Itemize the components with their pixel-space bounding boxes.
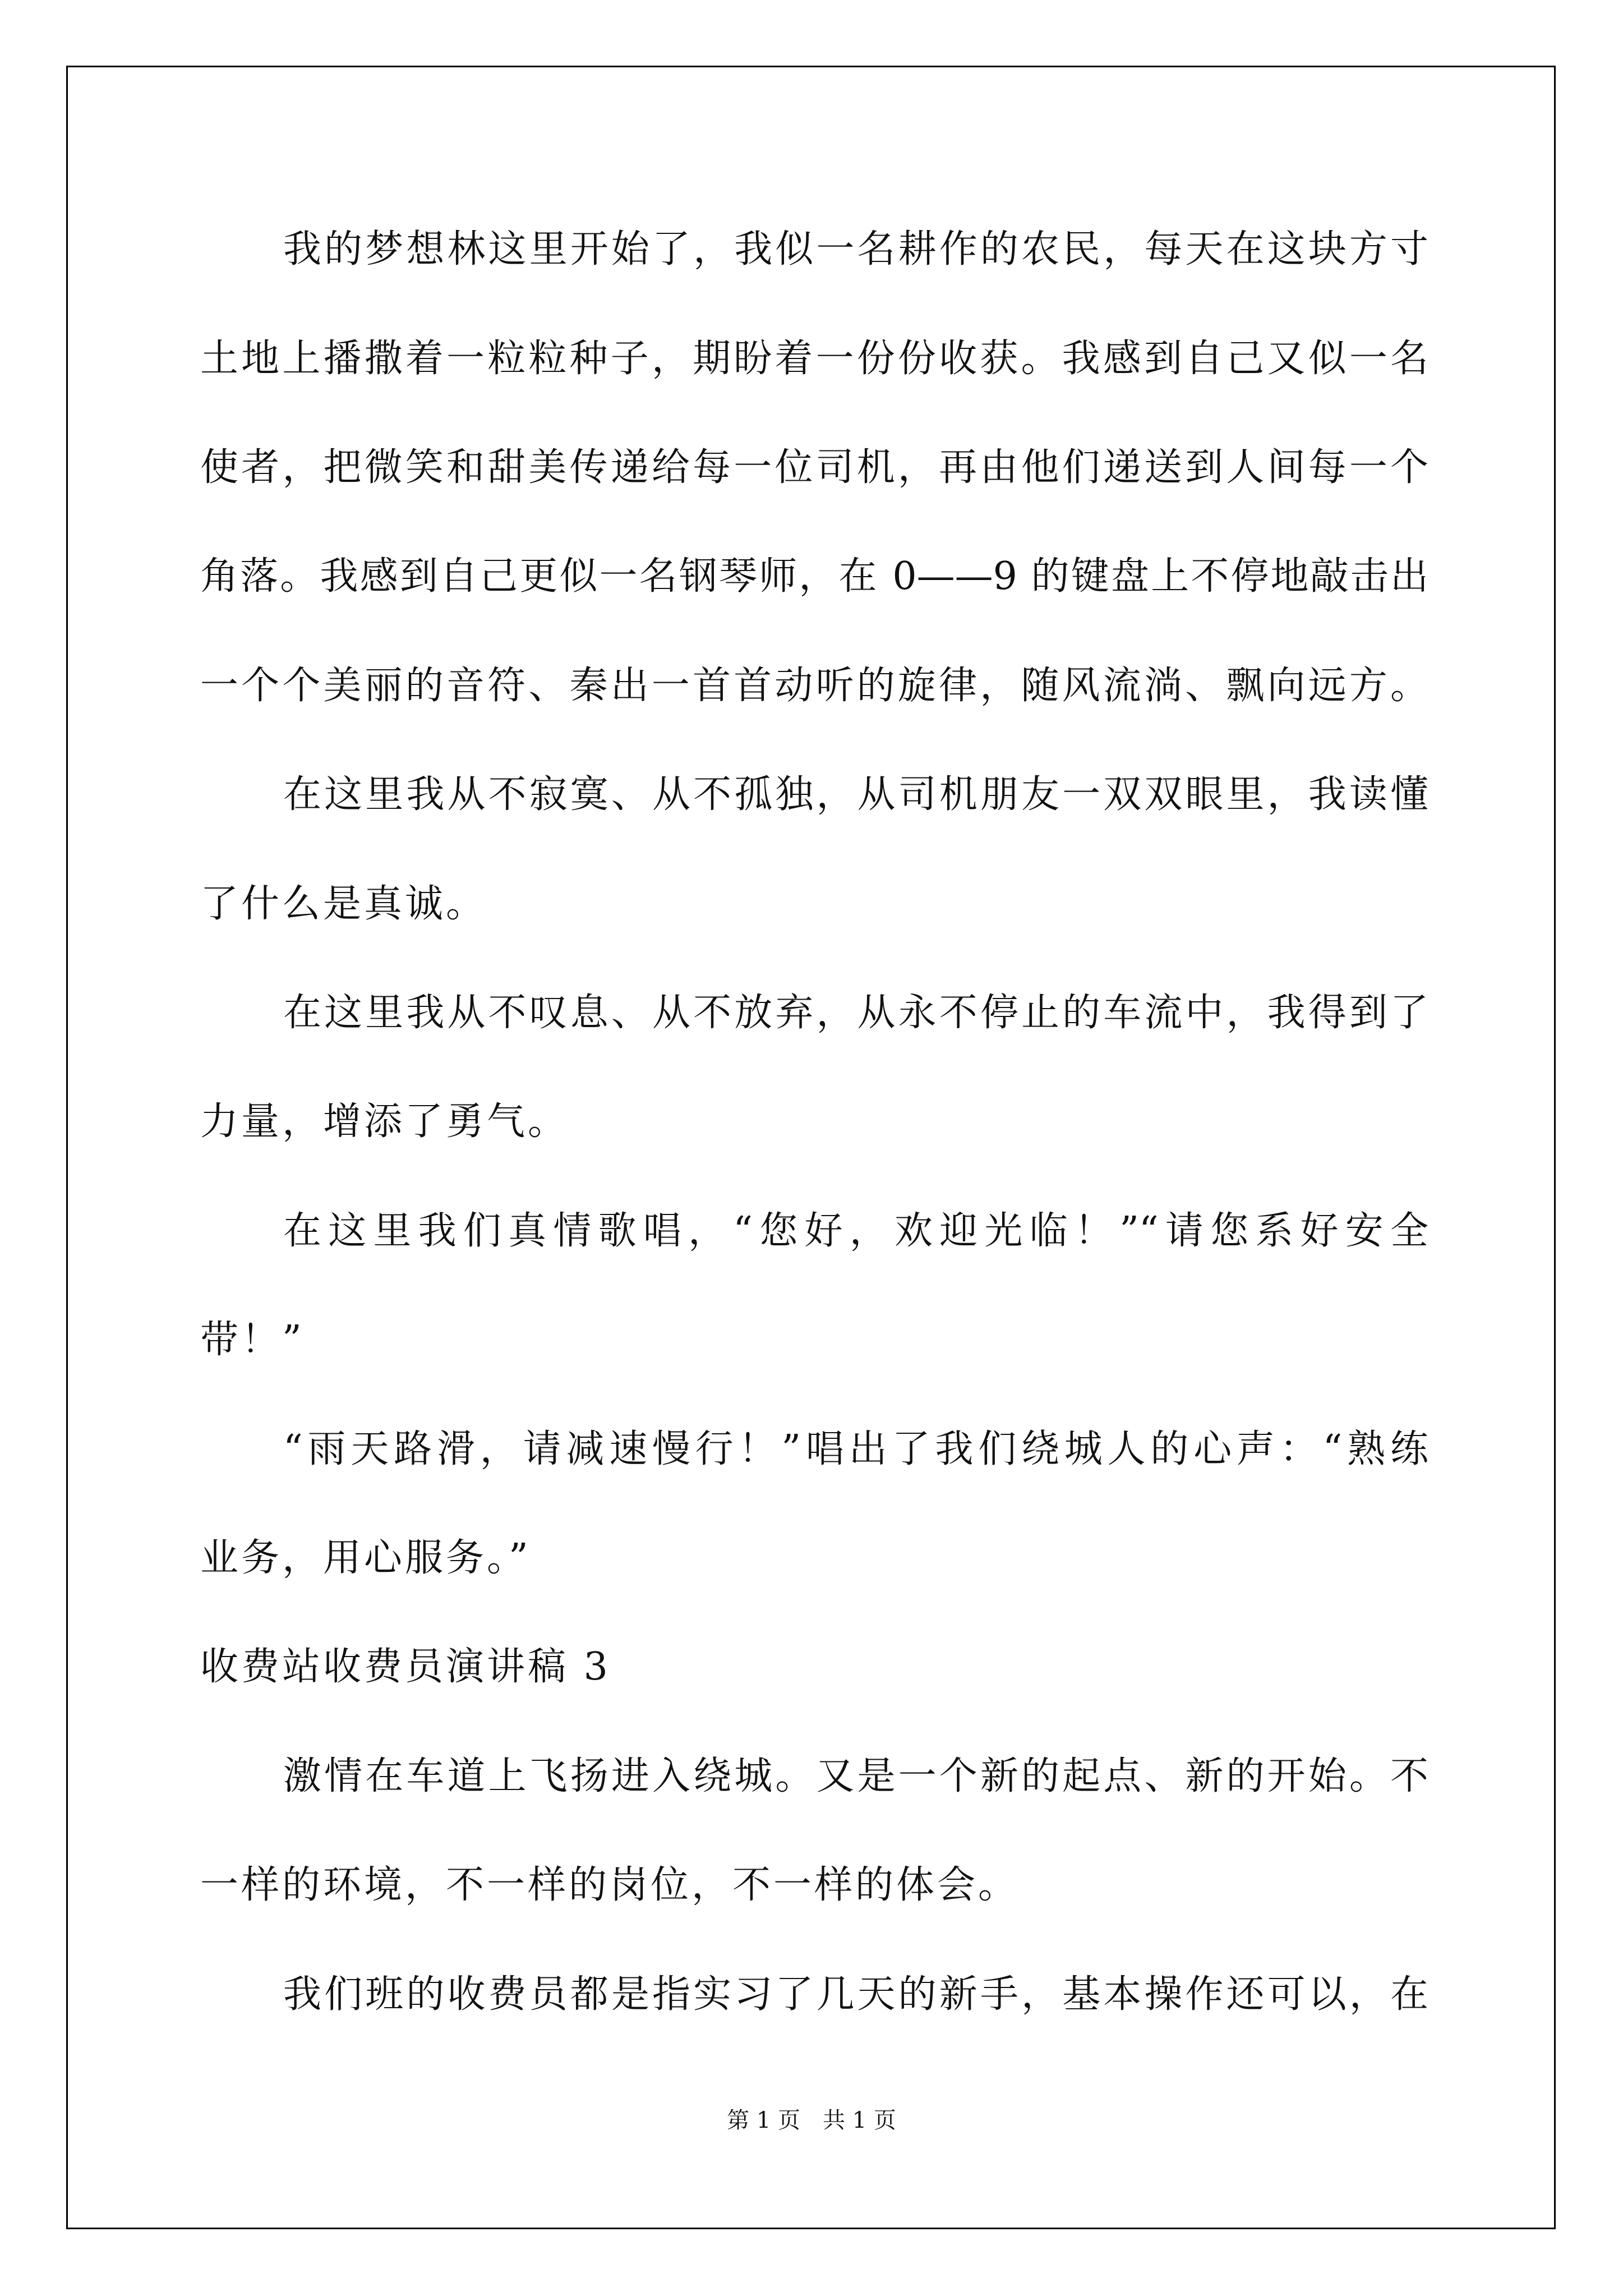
page-footer: 第 1 页 共 1 页: [727, 2108, 896, 2133]
paragraph-line: 业务，用心服务。”: [200, 1536, 531, 1580]
paragraph-line: 在这里我从不叹息、从不放弃，从永不停止的车流中，我得到了: [283, 991, 1428, 1035]
paragraph-line: 了什么是真诚。: [200, 882, 487, 926]
paragraph-line: 我的梦想林这里开始了，我似一名耕作的农民，每天在这块方寸: [283, 227, 1428, 272]
paragraph-line: 使者，把微笑和甜美传递给每一位司机，再由他们递送到人间每一个: [200, 445, 1428, 490]
paragraph-line: 激情在车道上飞扬进入绕城。又是一个新的起点、新的开始。不: [283, 1754, 1428, 1798]
paragraph-line: 土地上播撒着一粒粒种子，期盼着一份份收获。我感到自己又似一名: [200, 337, 1428, 381]
paragraph-line: 一个个美丽的音符、秦出一首首动听的旋律，随风流淌、飘向远方。: [200, 664, 1428, 708]
paragraph-line: “雨天路滑，请减速慢行！”唱出了我们绕城人的心声：“熟练: [283, 1427, 1428, 1471]
paragraph-line: 一样的环境，不一样的岗位，不一样的体会。: [200, 1863, 1020, 1907]
paragraph-line: 在这里我从不寂寞、从不孤独，从司机朋友一双双眼里，我读懂: [283, 772, 1428, 817]
paragraph-line: 在这里我们真情歌唱，“您好，欢迎光临！”“请您系好安全: [283, 1209, 1428, 1253]
paragraph-line: 带！”: [200, 1318, 305, 1362]
paragraph-line: 我们班的收费员都是指实习了几天的新手，基本操作还可以，在: [283, 1972, 1428, 2017]
paragraph-line: 力量，增添了勇气。: [200, 1099, 569, 1144]
section-heading: 收费站收费员演讲稿 3: [200, 1645, 611, 1689]
paragraph-line: 角落。我感到自己更似一名钢琴师，在 0——9 的键盘上不停地敲击出: [200, 554, 1428, 599]
